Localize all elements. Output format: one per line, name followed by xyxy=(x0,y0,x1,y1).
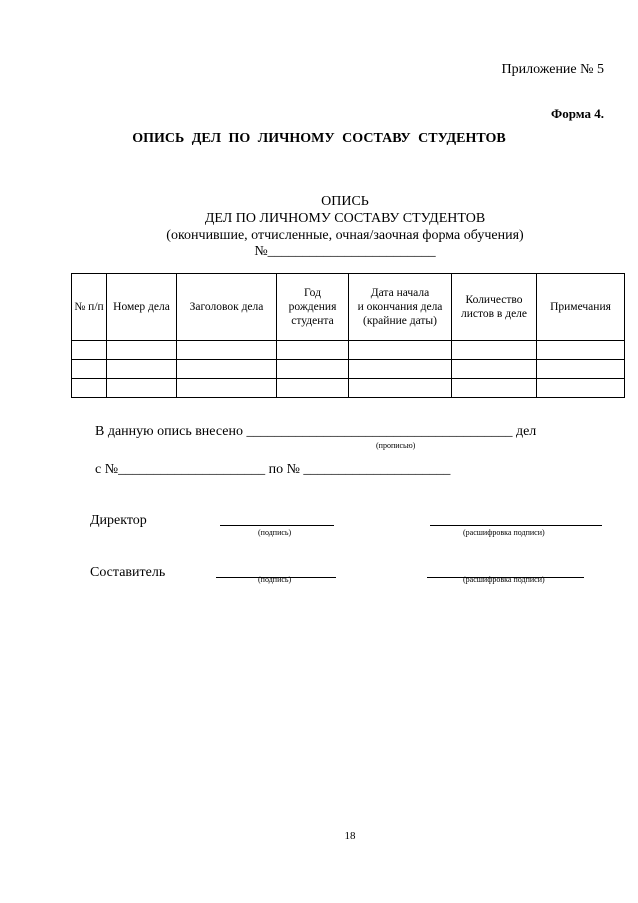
page-number: 18 xyxy=(344,830,356,842)
table-row xyxy=(72,360,625,379)
director-signature-line xyxy=(220,525,334,526)
table-cell xyxy=(107,341,177,360)
compiler-decode-hint: (расшифровка подписи) xyxy=(463,575,545,584)
form-label: Форма 4. xyxy=(551,106,604,121)
col-header-birth-year xyxy=(277,274,349,341)
table-cell xyxy=(177,360,277,379)
director-decode-line xyxy=(430,525,602,526)
director-decode-hint: (расшифровка подписи) xyxy=(463,528,545,537)
range-line: с №_____________________ по № _____________________ xyxy=(95,462,451,477)
table-cell xyxy=(452,360,537,379)
col-header-sheets xyxy=(452,274,537,341)
director-signature-hint: (подпись) xyxy=(258,528,292,537)
table-cell xyxy=(349,341,452,360)
table-cell xyxy=(277,379,349,398)
table-cell xyxy=(452,341,537,360)
inventory-title: ОПИСЬ xyxy=(321,194,369,209)
compiler-signature-hint: (подпись) xyxy=(258,575,292,584)
col-header-birth-year-l1: Год xyxy=(304,287,321,299)
table-cell xyxy=(177,379,277,398)
col-header-dates-l1: Дата начала xyxy=(370,287,430,299)
table-cell xyxy=(349,360,452,379)
table-cell xyxy=(277,341,349,360)
table-row xyxy=(72,379,625,398)
table-cell xyxy=(72,379,107,398)
table-cell xyxy=(177,341,277,360)
col-header-birth-year-l3: студента xyxy=(291,315,334,327)
table-cell xyxy=(537,379,625,398)
summary-line: В данную опись внесено ______________________________________ дел xyxy=(95,424,537,439)
table-cell xyxy=(537,360,625,379)
page-title: ОПИСЬ ДЕЛ ПО ЛИЧНОМУ СОСТАВУ СТУДЕНТОВ xyxy=(132,131,506,146)
col-header-birth-year-l2: рождения xyxy=(288,301,337,313)
table-row xyxy=(72,341,625,360)
inventory-subtitle: ДЕЛ ПО ЛИЧНОМУ СОСТАВУ СТУДЕНТОВ xyxy=(204,211,486,226)
col-header-sheets-l2: листов в деле xyxy=(460,308,528,320)
inventory-number-line: №________________________ xyxy=(254,244,436,259)
col-header-sheets-l1: Количество xyxy=(465,294,523,306)
col-header-dates-l3: (крайние даты) xyxy=(363,315,437,327)
table-cell xyxy=(107,360,177,379)
compiler-label: Составитель xyxy=(90,565,166,580)
appendix-label: Приложение № 5 xyxy=(501,62,604,77)
table-header-row xyxy=(72,274,625,341)
table-cell xyxy=(277,360,349,379)
col-header-case-no: Номер дела xyxy=(107,274,177,341)
table-cell xyxy=(537,341,625,360)
col-header-case-title: Заголовок дела xyxy=(177,274,277,341)
director-label: Директор xyxy=(90,513,147,528)
summary-hint: (прописью) xyxy=(376,441,416,450)
col-header-notes: Примечания xyxy=(537,274,625,341)
col-header-dates xyxy=(349,274,452,341)
table-cell xyxy=(452,379,537,398)
table-cell xyxy=(72,360,107,379)
inventory-scope: (окончившие, отчисленные, очная/заочная форма обучения) xyxy=(166,228,524,243)
table-cell xyxy=(349,379,452,398)
inventory-table xyxy=(71,273,625,398)
col-header-dates-l2: и окончания дела xyxy=(357,301,443,313)
table-cell xyxy=(107,379,177,398)
table-cell xyxy=(72,341,107,360)
col-header-num: № п/п xyxy=(72,274,107,341)
